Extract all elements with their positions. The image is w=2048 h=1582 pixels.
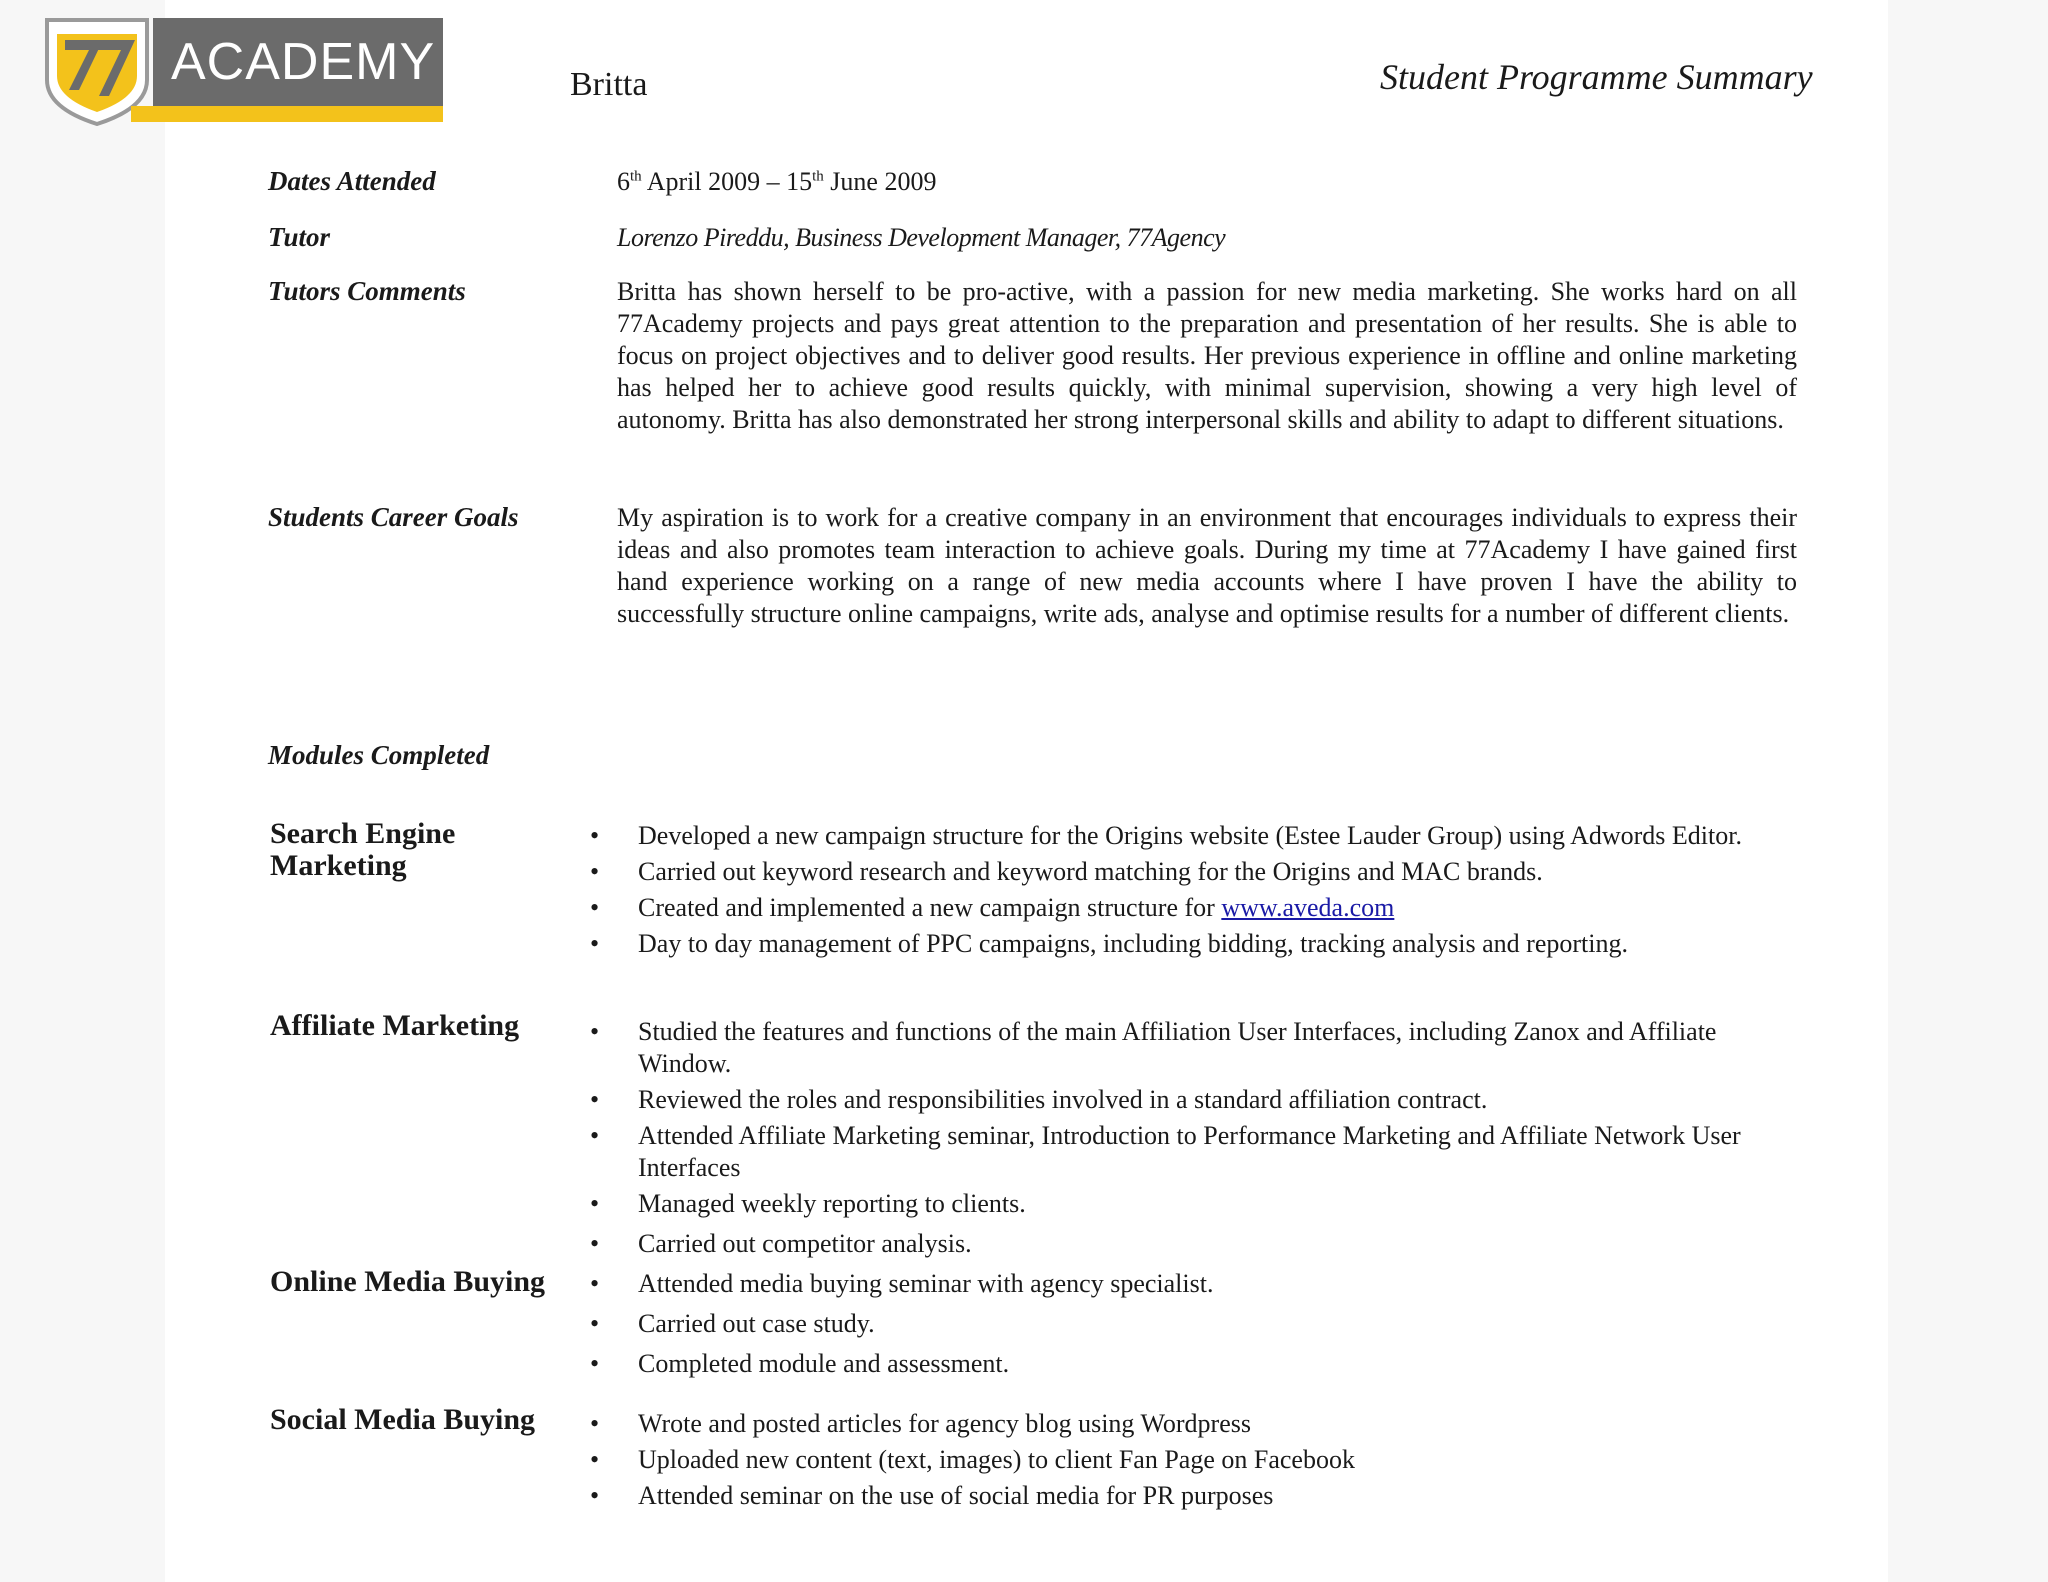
module-title-media-buying: Online Media Buying xyxy=(270,1265,546,1298)
module-title-sem: Search Engine Marketing xyxy=(270,817,456,882)
bullet-icon: • xyxy=(590,1189,600,1218)
list-item: • Attended Affiliate Marketing seminar, Introduction to Performance Marketing and Affiliate Network User Interfaces xyxy=(590,1121,1741,1182)
module-title-social-media: Social Media Buying xyxy=(270,1403,536,1436)
logo-text: ACADEMY xyxy=(171,33,436,91)
bullet-icon: • xyxy=(590,857,600,886)
tutors-comments-label: Tutors Comments xyxy=(268,276,466,306)
career-goals-text: My aspiration is to work for a creative company in an environment that encourages individuals to express their ideas and also promotes team interaction to achieve goals. During my time at 77Academy I have gained first hand experience working on a range of new media accounts where I have proven I have the ability to successfully structure online campaigns, write ads, analyse and optimise results for a number of different clients. xyxy=(617,503,1797,628)
list-item: • Attended seminar on the use of social media for PR purposes xyxy=(590,1481,1274,1510)
bullet-icon: • xyxy=(590,1349,600,1378)
bullet-icon: • xyxy=(590,1309,600,1338)
tutor-label: Tutor xyxy=(268,222,331,252)
bullet-icon: • xyxy=(590,1269,600,1298)
list-item: • Developed a new campaign structure for the Origins website (Estee Lauder Group) using Adwords Editor. xyxy=(590,821,1742,850)
student-name: Britta xyxy=(570,66,648,103)
list-item: • Completed module and assessment. xyxy=(590,1349,1010,1378)
list-item: • Wrote and posted articles for agency blog using Wordpress xyxy=(590,1409,1251,1438)
list-item: • Attended media buying seminar with agency specialist. xyxy=(590,1269,1214,1298)
page-margin-right xyxy=(1888,0,2048,1582)
module-list-social-media xyxy=(590,1408,1800,1512)
module-list-affiliate xyxy=(590,1016,1800,1260)
career-goals-label: Students Career Goals xyxy=(268,502,519,532)
list-item: • Carried out case study. xyxy=(590,1309,875,1338)
tutor-value: Lorenzo Pireddu, Business Development Manager, 77Agency xyxy=(617,223,1226,252)
modules-heading: Modules Completed xyxy=(268,740,490,770)
bullet-icon: • xyxy=(590,821,600,850)
module-list-media-buying xyxy=(590,1268,1800,1380)
list-item: • Managed weekly reporting to clients. xyxy=(590,1189,1026,1218)
bullet-icon: • xyxy=(590,929,600,958)
dates-attended-label: Dates Attended xyxy=(268,166,436,196)
bullet-icon: • xyxy=(590,1229,600,1258)
list-item: • Reviewed the roles and responsibilities involved in a standard affiliation contract. xyxy=(590,1085,1488,1114)
bullet-icon: • xyxy=(590,1409,600,1438)
bullet-icon: • xyxy=(590,1121,600,1150)
tutors-comments-text: Britta has shown herself to be pro-active, with a passion for new media marketing. She works hard on all 77Academy projects and pays great attention to the preparation and presentation of her results. She is able to focus on project objectives and to deliver good results. Her previous experience in offline and online marketing has helped her to achieve good results quickly, with minimal supervision, showing a very high level of autonomy. Britta has also demonstrated her strong interpersonal skills and ability to adapt to different situations. xyxy=(617,277,1797,434)
list-item: • Studied the features and functions of the main Affiliation User Interfaces, including Zanox and Affiliate Window. xyxy=(590,1017,1717,1078)
module-list-sem xyxy=(590,820,1800,960)
page-margin-left xyxy=(0,0,165,1582)
document-title: Student Programme Summary xyxy=(1380,57,1813,97)
bullet-icon: • xyxy=(590,1085,600,1114)
list-item: • Day to day management of PPC campaigns, including bidding, tracking analysis and reporting. xyxy=(590,929,1628,958)
bullet-icon: • xyxy=(590,1445,600,1474)
dates-attended-value: 6th April 2009 – 15th June 2009 xyxy=(617,167,937,196)
list-item: • Uploaded new content (text, images) to client Fan Page on Facebook xyxy=(590,1445,1355,1474)
bullet-icon: • xyxy=(590,893,600,922)
list-item: • Carried out keyword research and keyword matching for the Origins and MAC brands. xyxy=(590,857,1543,886)
academy-logo xyxy=(43,18,443,126)
bullet-icon: • xyxy=(590,1017,600,1046)
list-item: • Created and implemented a new campaign structure for www.aveda.com xyxy=(590,893,1395,922)
aveda-link[interactable]: www.aveda.com xyxy=(1221,893,1395,922)
module-title-affiliate: Affiliate Marketing xyxy=(270,1009,520,1042)
logo-underline xyxy=(131,106,443,122)
list-item: • Carried out competitor analysis. xyxy=(590,1229,972,1258)
bullet-icon: • xyxy=(590,1481,600,1510)
